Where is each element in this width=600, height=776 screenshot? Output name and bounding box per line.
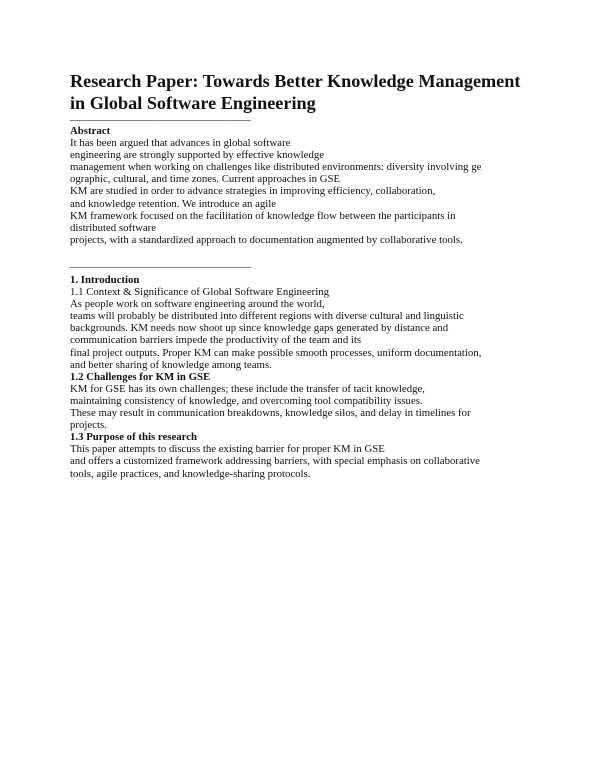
purpose-heading: 1.3 Purpose of this research — [70, 431, 198, 444]
introduction-section — [70, 274, 540, 371]
challenges-line: maintaining consistency of knowledge, and overcoming tool compatibility issues. — [70, 394, 423, 407]
introduction-line: final project outputs. Proper KM can make possible smooth processes, uniform documentation, — [70, 346, 482, 359]
introduction-line: communication barriers impede the productivity of the team and its — [70, 334, 362, 347]
introduction-line: As people work on software engineering around the world, — [70, 298, 325, 311]
title-divider: ———————————————————— — [70, 115, 250, 126]
introduction-subheading: 1.1 Context & Significance of Global Software Engineering — [70, 286, 330, 299]
purpose-line: This paper attempts to discuss the existing barrier for proper KM in GSE — [70, 443, 385, 456]
introduction-line: backgrounds. KM needs now shoot up since knowledge gaps generated by distance and — [70, 322, 449, 335]
purpose-line: tools, agile practices, and knowledge-sharing protocols. — [70, 467, 311, 480]
abstract-line: engineering are strongly supported by effective knowledge — [70, 149, 325, 162]
purpose-section — [70, 431, 540, 479]
paper-title-line-2: in Global Software Engineering — [70, 93, 316, 113]
abstract-line: and knowledge retention. We introduce an agile — [70, 197, 277, 210]
challenges-section — [70, 371, 540, 431]
abstract-line: KM are studied in order to advance strategies in improving efficiency, collaboration, — [70, 185, 436, 198]
abstract-line: management when working on challenges like distributed environments: diversity involving ge — [70, 161, 482, 174]
purpose-line: and offers a customized framework addressing barriers, with special emphasis on collaborative — [70, 455, 480, 468]
paper-title — [70, 70, 570, 114]
body-sections — [70, 274, 540, 480]
introduction-heading: 1. Introduction — [70, 274, 140, 286]
challenges-line: projects. — [70, 419, 107, 432]
abstract-line: KM framework focused on the facilitation of knowledge flow between the participants in — [70, 209, 456, 222]
abstract-heading: Abstract — [70, 125, 111, 137]
introduction-line: teams will probably be distributed into different regions with diverse cultural and linguistic — [70, 310, 464, 323]
abstract-line: ographic, cultural, and time zones. Current approaches in GSE — [70, 173, 341, 186]
challenges-line: KM for GSE has its own challenges; these include the transfer of tacit knowledge, — [70, 382, 426, 395]
section-divider: ———————————————————— — [70, 262, 250, 273]
abstract-section — [70, 125, 540, 246]
paper-title-line-1: Research Paper: Towards Better Knowledge Management — [70, 71, 521, 91]
challenges-line: These may result in communication breakdowns, knowledge silos, and delay in timelines for — [70, 407, 471, 420]
abstract-line: It has been argued that advances in global software — [70, 137, 291, 150]
abstract-line: projects, with a standardized approach to documentation augmented by collaborative tools. — [70, 233, 463, 246]
introduction-line: and better sharing of knowledge among teams. — [70, 358, 272, 371]
challenges-heading: 1.2 Challenges for KM in GSE — [70, 370, 211, 383]
abstract-line: distributed software — [70, 221, 157, 234]
